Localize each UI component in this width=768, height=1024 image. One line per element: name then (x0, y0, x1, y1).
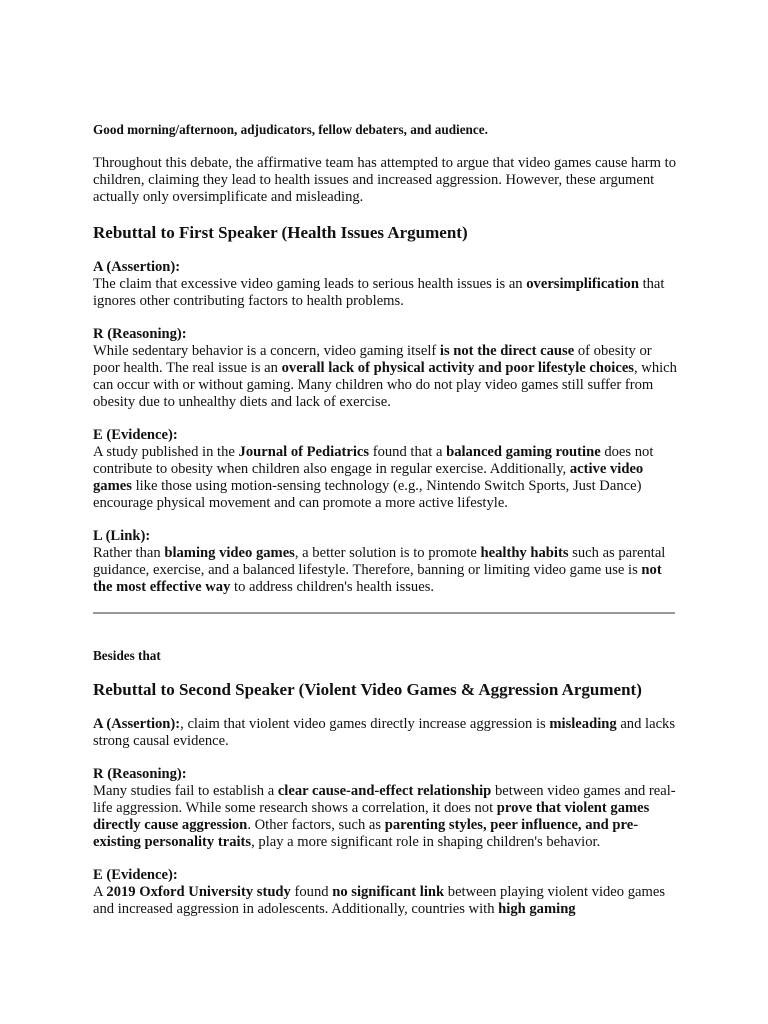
intro-paragraph: Throughout this debate, the affirmative team has attempted to argue that video games cause harm to children, claiming they lead to health issues and increased aggression. However, these argument actually only oversimplificate and misleading. (93, 155, 677, 205)
s1-evidence-bold-3: active video games (93, 461, 644, 494)
s1-evidence-text-2: found that a (369, 444, 447, 460)
horizontal-divider (93, 612, 675, 614)
s1-evidence (93, 427, 679, 512)
s1-evidence-text-4: like those using motion-sensing technology (e.g., Nintendo Switch Sports, Just Dance) encourage physical movement and can promote a more active lifestyle. (93, 478, 642, 511)
s1-assertion-text-1: The claim that excessive video gaming leads to serious health issues is an (93, 276, 527, 292)
s2-evidence-text-3: between playing violent video games and increased aggression in adolescents. Additionally, countries with (93, 884, 665, 917)
s1-reasoning-text-1: While sedentary behavior is a concern, video gaming itself (93, 343, 440, 359)
s1-evidence-bold-1: Journal of Pediatrics (238, 444, 370, 460)
s1-reasoning-label: R (Reasoning): (93, 326, 187, 342)
s2-evidence-label: E (Evidence): (93, 867, 178, 883)
s1-assertion (93, 259, 679, 310)
greeting: Good morning/afternoon, adjudicators, fellow debaters, and audience. (93, 122, 488, 137)
s2-reasoning-text-3: . Other factors, such as (247, 817, 385, 833)
s2-evidence-text-2: found (290, 884, 333, 900)
s1-reasoning-bold-2: overall lack of physical activity and poor lifestyle choices (281, 360, 634, 376)
section-1-heading: Rebuttal to First Speaker (Health Issues Argument) (93, 223, 468, 242)
s2-evidence-bold-1: 2019 Oxford University study (106, 884, 291, 900)
s1-link-bold-1: blaming video games (164, 545, 295, 561)
s1-assertion-bold-1: oversimplification (526, 276, 639, 292)
s2-reasoning-label: R (Reasoning): (93, 766, 187, 782)
s1-reasoning (93, 326, 679, 411)
s1-reasoning-text-3: , which can occur with or without gaming. Many children who do not play video games still suffer from obesity due to unhealthy diets and lack of exercise. (93, 360, 677, 410)
s2-assertion-text-1: , claim that violent video games directly increase aggression is (180, 716, 550, 732)
s1-assertion-text-2: that ignores other contributing factors to health problems. (93, 276, 665, 309)
s2-reasoning (93, 766, 679, 851)
section-2-heading: Rebuttal to Second Speaker (Violent Video Games & Aggression Argument) (93, 680, 642, 699)
s2-reasoning-bold-1: clear cause-and-effect relationship (277, 783, 492, 799)
s1-reasoning-text-2: of obesity or poor health. The real issue is an (93, 343, 652, 376)
s1-link-text-4: to address children's health issues. (230, 579, 435, 595)
s2-assertion-bold-1: misleading (549, 716, 617, 732)
s2-assertion (93, 716, 679, 750)
s2-evidence-bold-3: high gaming (498, 901, 576, 917)
s1-evidence-text-3: does not contribute to obesity when children also engage in regular exercise. Additionally, (93, 444, 654, 477)
s2-reasoning-bold-2: prove that violent games directly cause aggression (93, 800, 650, 833)
s2-reasoning-text-4: , play a more significant role in shaping children's behavior. (251, 834, 601, 850)
s2-reasoning-bold-3: parenting styles, peer influence, and pre-existing personality traits (93, 817, 639, 850)
s1-reasoning-bold-1: is not the direct cause (439, 343, 575, 359)
document-page (93, 121, 679, 934)
s1-link-bold-3: not the most effective way (93, 562, 662, 595)
s2-assertion-label: A (Assertion): (93, 716, 181, 732)
s2-evidence-text-1: A (93, 884, 107, 900)
s1-link-text-3: such as parental guidance, exercise, and a balanced lifestyle. Therefore, banning or limiting video game use is (93, 545, 666, 578)
s1-link (93, 528, 679, 596)
s1-link-bold-2: healthy habits (480, 545, 569, 561)
s1-assertion-label: A (Assertion): (93, 259, 181, 275)
s2-evidence-bold-2: no significant link (332, 884, 445, 900)
s1-link-label: L (Link): (93, 528, 151, 544)
besides-that-heading: Besides that (93, 648, 161, 663)
s1-evidence-text-1: A study published in the (93, 444, 239, 460)
s2-assertion-text-2: and lacks strong causal evidence. (93, 716, 676, 749)
s1-evidence-bold-2: balanced gaming routine (446, 444, 601, 460)
s1-evidence-label: E (Evidence): (93, 427, 178, 443)
s2-reasoning-text-1: Many studies fail to establish a (93, 783, 278, 799)
s1-link-text-1: Rather than (93, 545, 165, 561)
s2-reasoning-text-2: between video games and real-life aggression. While some research shows a correlation, it does not (93, 783, 676, 816)
s1-link-text-2: , a better solution is to promote (294, 545, 481, 561)
s2-evidence (93, 867, 679, 918)
